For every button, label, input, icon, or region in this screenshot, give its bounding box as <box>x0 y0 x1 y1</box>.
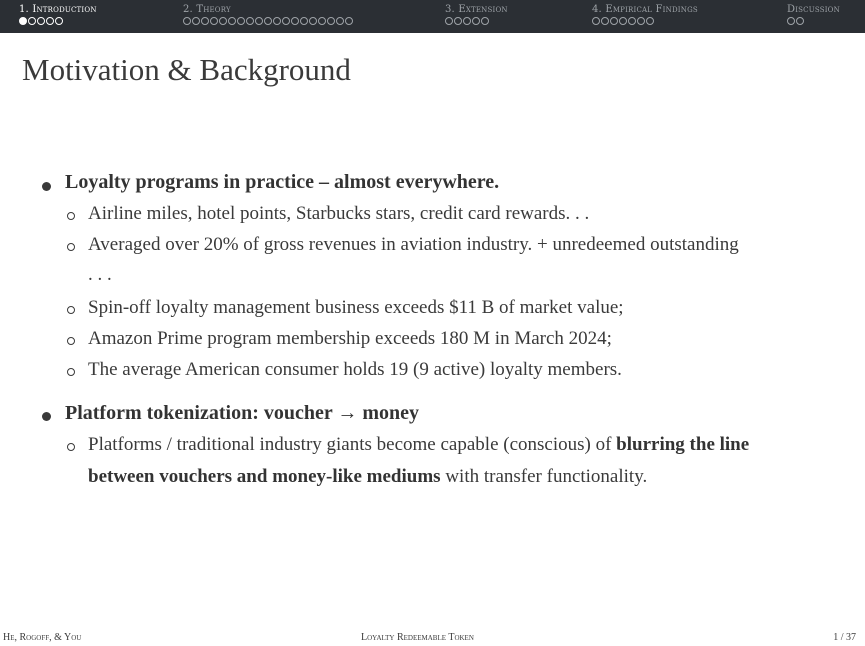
nav-dot[interactable] <box>445 17 453 25</box>
nav-section-label[interactable]: 2. Theory <box>183 4 231 15</box>
nav-dot[interactable] <box>46 17 54 25</box>
section-navigation-bar <box>0 0 865 33</box>
nav-dot[interactable] <box>646 17 654 25</box>
sub-bullet-text: Airline miles, hotel points, Starbucks stars, credit card rewards. . . <box>88 203 590 224</box>
nav-section-extension[interactable] <box>445 4 508 25</box>
nav-dot[interactable] <box>228 17 236 25</box>
nav-dot[interactable] <box>463 17 471 25</box>
nav-section-theory[interactable] <box>183 4 353 25</box>
nav-dot[interactable] <box>291 17 299 25</box>
bullet-heading: Platform tokenization: voucher → money <box>65 402 420 424</box>
sub-bullet-marker <box>67 243 75 251</box>
nav-dot[interactable] <box>201 17 209 25</box>
sub-bullet-text-emphasis: blurring the line <box>616 434 750 455</box>
nav-dots <box>183 17 353 25</box>
nav-dot[interactable] <box>601 17 609 25</box>
nav-dot[interactable] <box>637 17 645 25</box>
footer-authors: He, Rogoff, & You <box>3 632 82 643</box>
slide-footer <box>0 632 865 646</box>
sub-bullet-marker <box>67 368 75 376</box>
nav-dot[interactable] <box>264 17 272 25</box>
nav-section-label[interactable]: 3. Extension <box>445 4 508 15</box>
nav-dot[interactable] <box>309 17 317 25</box>
nav-dots <box>445 17 508 25</box>
sub-bullet-text-continuation <box>88 466 647 488</box>
nav-dot[interactable] <box>300 17 308 25</box>
nav-section-label[interactable]: 4. Empirical Findings <box>592 4 698 15</box>
nav-dot[interactable] <box>37 17 45 25</box>
nav-dot-current[interactable] <box>19 17 27 25</box>
nav-section-discussion[interactable] <box>787 4 840 25</box>
sub-bullet-marker <box>67 443 75 451</box>
nav-dot[interactable] <box>55 17 63 25</box>
nav-section-empirical-findings[interactable] <box>592 4 698 25</box>
nav-dot[interactable] <box>454 17 462 25</box>
nav-dot[interactable] <box>183 17 191 25</box>
slide-title: Motivation & Background <box>22 52 351 87</box>
sub-bullet-marker <box>67 306 75 314</box>
sub-bullet-text-plain: Platforms / traditional industry giants become capable (conscious) of <box>88 434 617 455</box>
nav-dot[interactable] <box>327 17 335 25</box>
nav-section-introduction[interactable] <box>19 4 97 25</box>
nav-dots <box>787 17 840 25</box>
nav-dot[interactable] <box>628 17 636 25</box>
nav-dot[interactable] <box>318 17 326 25</box>
bullet-marker <box>42 182 51 191</box>
sub-bullet-text: Amazon Prime program membership exceeds 180 M in March 2024; <box>88 328 612 349</box>
nav-dot[interactable] <box>345 17 353 25</box>
footer-page-number: 1 / 37 <box>833 632 856 643</box>
nav-dot[interactable] <box>210 17 218 25</box>
bullet-heading: Loyalty programs in practice – almost everywhere. <box>65 171 500 193</box>
nav-dot[interactable] <box>192 17 200 25</box>
nav-dot[interactable] <box>246 17 254 25</box>
nav-dot[interactable] <box>619 17 627 25</box>
sub-bullet-marker <box>67 337 75 345</box>
nav-dot[interactable] <box>28 17 36 25</box>
sub-bullet-text: Averaged over 20% of gross revenues in aviation industry. + unredeemed outstanding <box>88 234 739 255</box>
nav-dot[interactable] <box>592 17 600 25</box>
nav-dot[interactable] <box>472 17 480 25</box>
nav-dot[interactable] <box>610 17 618 25</box>
nav-dots <box>19 17 97 25</box>
nav-section-label[interactable]: 1. Introduction <box>19 4 97 15</box>
nav-dot[interactable] <box>255 17 263 25</box>
nav-dots <box>592 17 698 25</box>
bullet-marker <box>42 412 51 421</box>
nav-dot[interactable] <box>282 17 290 25</box>
nav-dot[interactable] <box>273 17 281 25</box>
sub-bullet-text <box>88 434 749 456</box>
sub-bullet-text-continuation: . . . <box>88 264 112 285</box>
nav-section-label[interactable]: Discussion <box>787 4 840 15</box>
footer-short-title: Loyalty Redeemable Token <box>361 632 474 643</box>
nav-dot[interactable] <box>787 17 795 25</box>
nav-dot[interactable] <box>336 17 344 25</box>
nav-dot[interactable] <box>219 17 227 25</box>
nav-dot[interactable] <box>481 17 489 25</box>
nav-dot[interactable] <box>237 17 245 25</box>
sub-bullet-text-emphasis: between vouchers and money-like mediums <box>88 466 441 487</box>
sub-bullet-text: Spin-off loyalty management business exceeds $11 B of market value; <box>88 297 624 318</box>
sub-bullet-text-plain: with transfer functionality. <box>440 466 648 487</box>
sub-bullet-text: The average American consumer holds 19 (9 active) loyalty members. <box>88 359 622 380</box>
sub-bullet-marker <box>67 212 75 220</box>
nav-dot[interactable] <box>796 17 804 25</box>
